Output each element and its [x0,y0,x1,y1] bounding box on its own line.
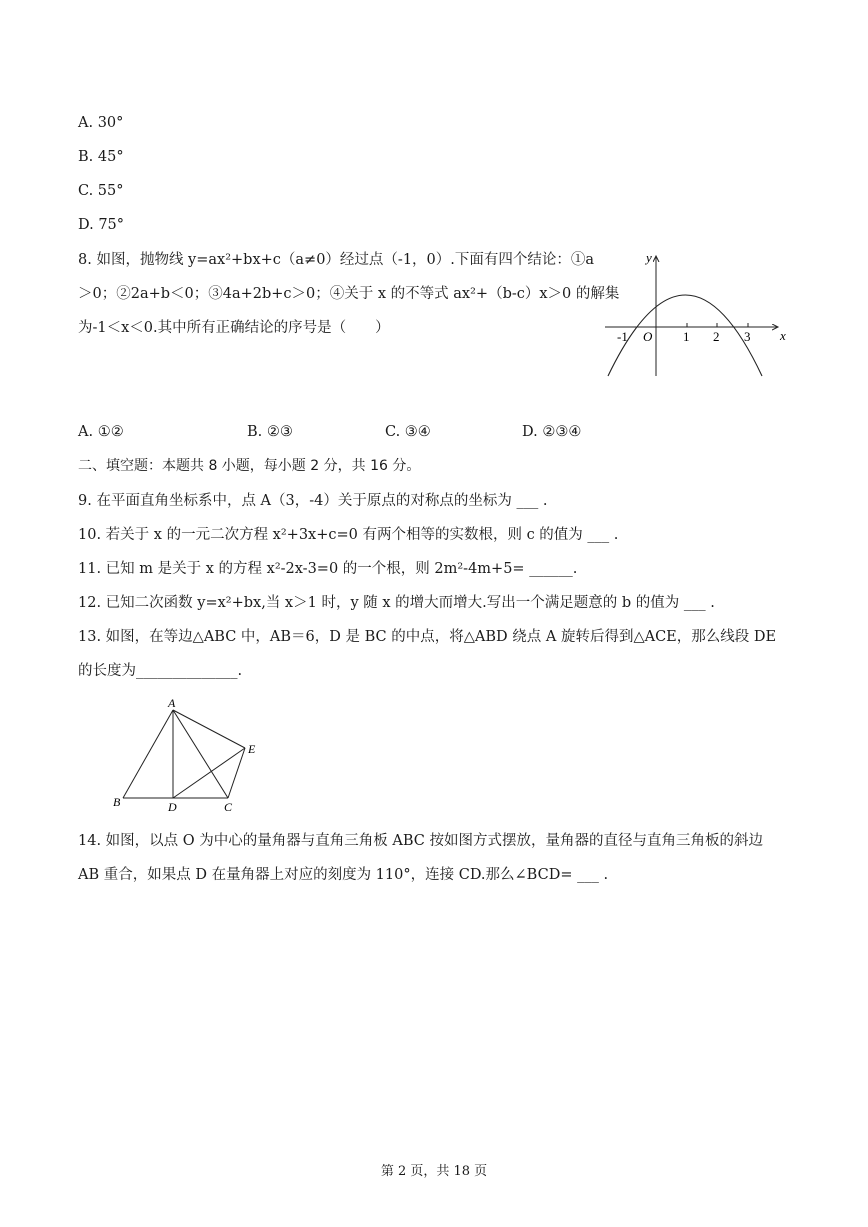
tick-3-label: 3 [744,329,751,344]
option-c-prev: C. 55° [78,183,124,199]
q8-line-3: 为-1＜x＜0.其中所有正确结论的序号是（ ） [78,320,390,336]
point-d-label: D [168,800,177,814]
segment-de [173,748,245,798]
q13-line-1: 13. 如图，在等边△ABC 中，AB＝6，D 是 BC 的中点，将△ABD 绕点 A 旋转后得到△ACE，那么线段 DE [78,629,777,645]
segment-ce [228,748,245,798]
segment-ae [173,710,245,748]
tick-neg1-label: -1 [617,329,628,344]
option-b-prev: B. 45° [78,149,124,165]
q8-option-d: D. ②③④ [522,424,582,440]
q8-option-a: A. ①② [78,424,124,440]
point-c-label: C [224,800,233,814]
q10-text: 10. 若关于 x 的一元二次方程 x²+3x+c=0 有两个相等的实数根，则 c 的值为 ___ . [78,527,619,543]
q14-line-2: AB 重合，如果点 D 在量角器上对应的刻度为 110°，连接 CD.那么∠BCD= ___ . [78,867,609,883]
q12-text: 12. 已知二次函数 y=x²+bx,当 x＞1 时，y 随 x 的增大而增大.写出一个满足题意的 b 的值为 ___ . [78,595,715,611]
point-e-label: E [248,742,256,756]
q9-text: 9. 在平面直角坐标系中，点 A（3，-4）关于原点的对称点的坐标为 ___ . [78,493,548,509]
point-a-label: A [168,696,176,710]
q8-option-c: C. ③④ [385,424,431,440]
page-footer: 第 2 页，共 18 页 [380,1164,488,1179]
q13-line-2: 的长度为______________. [78,663,243,679]
q14-line-1: 14. 如图，以点 O 为中心的量角器与直角三角板 ABC 按如图方式摆放，量角器的直径与直角三角板的斜边 [78,833,763,849]
x-axis-label: x [780,328,786,343]
q8-parabola-graph [600,248,800,380]
origin-label: O [643,329,653,344]
q8-line-1: 8. 如图，抛物线 y=ax²+bx+c（a≠0）经过点（-1，0）.下面有四个结论：①a [78,252,595,268]
tick-2-label: 2 [713,329,720,344]
q8-option-b: B. ②③ [247,424,293,440]
segment-ab [123,710,173,798]
q8-options [78,422,778,442]
point-b-label: B [113,795,121,809]
q8-line-2: ＞0；②2a+b＜0；③4a+2b+c＞0；④关于 x 的不等式 ax²+（b-c）x＞0 的解集 [78,286,620,302]
q11-text: 11. 已知 m 是关于 x 的方程 x²-2x-3=0 的一个根，则 2m²-4m+5= ______. [78,561,578,577]
q13-triangle-figure [105,695,275,820]
y-axis-label: y [646,250,652,265]
option-a-prev: A. 30° [78,115,124,131]
segment-ac [173,710,228,798]
tick-1-label: 1 [683,329,690,344]
option-d-prev: D. 75° [78,217,125,233]
section-heading-fill-blank: 二、填空题：本题共 8 小题，每小题 2 分，共 16 分。 [78,458,421,474]
